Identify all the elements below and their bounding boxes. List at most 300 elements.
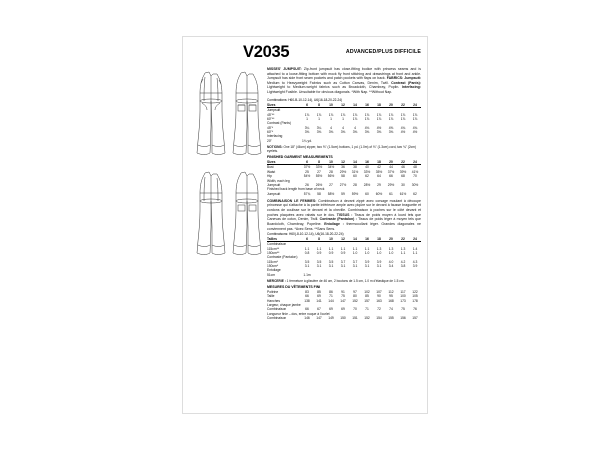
chart-value: 67: [317, 307, 321, 312]
chart-group-label: Interfacing: [267, 134, 283, 139]
chart-value: 3⅜: [364, 130, 370, 135]
mercerie-row: [267, 279, 421, 283]
chart-value: 1⅞: [376, 112, 382, 117]
chart-group-label: Jumpsuit: [267, 108, 281, 113]
chart-value: 1⅞: [388, 112, 394, 117]
chart-size-label: Tailles: [267, 237, 301, 242]
chart-value: 28: [353, 182, 357, 187]
chart-value: 59½: [351, 191, 359, 196]
chart-value: [373, 273, 385, 277]
chart-value: 58: [341, 174, 345, 179]
chart-value: 1: [306, 116, 308, 121]
fr-combination-label: COMBINAISON LE FEMMES:: [267, 198, 317, 203]
chart-value: 27: [329, 182, 333, 187]
chart-group-label: Width, each leg: [267, 178, 290, 183]
chart-value: 1.1m: [303, 272, 311, 277]
chart-value: 68: [401, 174, 405, 179]
chart-value: 105: [412, 294, 418, 299]
chart-value: 29½: [387, 182, 395, 187]
chart-value: 1⅞: [400, 112, 406, 117]
chart-value: 1⅞: [376, 116, 382, 121]
chart-value: 41½: [411, 169, 419, 174]
chart-row-label: Jumpsuit: [267, 191, 281, 196]
chart-value: 3.9: [412, 264, 418, 269]
chart-size-header: 16: [361, 237, 373, 242]
chart-value: 69: [317, 294, 321, 299]
chart-value: [397, 139, 409, 143]
chart-value: [409, 139, 421, 143]
chart-size-header: 12: [337, 160, 349, 165]
chart-group-label: Entoilage: [267, 268, 281, 273]
chart-value: 144: [328, 298, 334, 303]
yardage-chart-en: [267, 103, 421, 143]
chart-value: 1.0: [376, 250, 382, 255]
chart-value: 44: [389, 165, 393, 170]
chart-value: [313, 139, 325, 143]
chart-value: [385, 139, 397, 143]
contrast-label: Contrast (Pants):: [391, 80, 421, 85]
mercerie-text: 1 fermeture à glissière de 46 cm, 2 boutons de 1.5 cm, 1.0 m d'élastique de 1.5 cm.: [286, 278, 405, 283]
fr-contraste-label: Contraste (Pantalon) :: [319, 217, 357, 222]
page-title: V2035: [243, 43, 290, 61]
chart-value: 4½: [376, 125, 382, 130]
chart-value: 58½: [327, 191, 335, 196]
chart-group-label: Contraste (Pantalon): [267, 255, 298, 260]
description-column: [267, 67, 421, 320]
chart-value: 3⅜: [376, 130, 382, 135]
interfacing-label: Interfacing:: [401, 85, 421, 90]
chart-value: 35½: [375, 169, 383, 174]
chart-value: 58: [317, 191, 321, 196]
contrast-text: Lightweight to Medium-weight fabrics such as Broadcloth, Chambray, Poplin.: [267, 85, 400, 90]
chart-row-label: Combinaison: [267, 307, 287, 312]
chart-value: 38: [353, 165, 357, 170]
chart-value: 66: [389, 174, 393, 179]
chart-value: 83: [305, 289, 309, 294]
chart-value: 74: [389, 307, 393, 312]
chart-row-label: 45"**: [267, 112, 275, 117]
chart-value: 75: [401, 307, 405, 312]
header: [191, 43, 421, 69]
chart-value: 34½: [327, 165, 335, 170]
chart-value: 57¾: [303, 191, 311, 196]
chart-value: 1.1: [340, 246, 346, 251]
chart-value: 3.8: [400, 264, 406, 269]
nap-note: *With Nap. **Without Nap.: [351, 90, 393, 95]
chart-row-label: Jumpsuit: [267, 182, 281, 187]
chart-value: [325, 139, 337, 143]
pattern-envelope-back: [182, 36, 428, 414]
chart-value: 4.2: [400, 259, 406, 264]
chart-value: 4⅛: [364, 125, 370, 130]
chart-size-header: 20: [385, 237, 397, 242]
chart-value: 155: [388, 316, 394, 321]
chart-value: 1⅞: [352, 116, 358, 121]
mesures-fr-title: MESURES DU VÊTEMENTS FINI: [267, 285, 321, 290]
chart-value: 1⅞: [400, 116, 406, 121]
chart-value: 107: [376, 289, 382, 294]
chart-value: [409, 273, 421, 277]
chart-size-header: 6: [301, 103, 313, 108]
chart-value: 31½: [351, 169, 359, 174]
chart-value: 152: [364, 316, 370, 321]
chart-value: 28: [329, 169, 333, 174]
chart-value: 64: [377, 174, 381, 179]
yardage-chart-fr: [267, 237, 421, 277]
chart-group-label: Combinaison: [267, 242, 287, 247]
chart-value: 4¾: [400, 125, 406, 130]
chart-value: 1.1: [328, 246, 334, 251]
chart-value: 150: [340, 316, 346, 321]
chart-value: 54½: [303, 174, 311, 179]
chart-value: [349, 139, 361, 143]
chart-value: 3.1: [364, 264, 370, 269]
chart-value: 3⅜: [316, 130, 322, 135]
chart-row-label: Waist: [267, 169, 276, 174]
mesures-fr-chart: [267, 290, 421, 321]
chart-row-label: 150cm*: [267, 264, 279, 269]
chart-value: [313, 273, 325, 277]
chart-value: 147: [340, 298, 346, 303]
chart-value: 71: [365, 307, 369, 312]
chart-value: 102: [364, 289, 370, 294]
chart-value: 3.1: [328, 264, 334, 269]
chart-row-label: 60"*: [267, 130, 274, 135]
finished-measurements-chart: [267, 160, 421, 196]
chart-value: 75: [341, 294, 345, 299]
chart-value: 56½: [327, 174, 335, 179]
chart-size-header: 6: [301, 237, 313, 242]
jumpsuit-contrast-view-illustration: [191, 167, 263, 259]
chart-row-label: Poitrine: [267, 289, 279, 294]
chart-value: 4⅝: [388, 125, 394, 130]
chart-value: 3⅜: [328, 130, 334, 135]
chart-size-header: 8: [313, 160, 325, 165]
chart-value: 157: [412, 316, 418, 321]
chart-row-label: Bust: [267, 165, 274, 170]
french-description: [267, 199, 421, 231]
notions-label: NOTIONS:: [267, 145, 283, 150]
chart-size-header: 18: [373, 237, 385, 242]
chart-value: 3.1: [304, 264, 310, 269]
chart-value: [361, 273, 373, 277]
chart-value: 55½: [315, 174, 323, 179]
chart-size-header: 10: [325, 237, 337, 242]
chart-size-header: 14: [349, 160, 361, 165]
chart-value: 146: [304, 316, 310, 321]
difficulty-label: ADVANCED/PLUS DIFFICILE: [345, 49, 421, 55]
fr-combination-text: Combinaison à devant zippé avec corsage moulant à découpe princesse qui s'attache à la partie inférieure ample avec piqûre sur le devant à fausse braguette et cordons de coulisse sur le devant et la cheville. Combinaison à poches sur le côté devant et poches plaquées avec rabats sur le dos.: [267, 198, 421, 217]
notions-row: [267, 145, 421, 153]
chart-size-header: 10: [325, 103, 337, 108]
chart-value: 1.0: [364, 250, 370, 255]
chart-value: 3¼: [316, 125, 322, 130]
interfacing-text: Lightweight Fusible. Unsuitable for obvious diagonals.: [267, 90, 351, 95]
chart-value: 69: [329, 307, 333, 312]
jumpsuit-front-view-illustration: [191, 67, 263, 159]
chart-value: 149: [328, 316, 334, 321]
chart-value: 95: [389, 294, 393, 299]
chart-value: 1¼ yd.: [302, 138, 312, 143]
chart-size-header: 16: [361, 160, 373, 165]
chart-value: [361, 139, 373, 143]
chart-value: 90: [377, 294, 381, 299]
chart-size-header: 18: [373, 103, 385, 108]
chart-value: 1⅞: [352, 112, 358, 117]
chart-value: 4: [342, 125, 344, 130]
chart-value: 3.9: [364, 259, 370, 264]
chart-group-label: Longueur finie – dos, entre nuque à l'ourlet: [267, 311, 330, 316]
chart-value: 28½: [363, 182, 371, 187]
chart-value: 3.9: [376, 259, 382, 264]
technical-drawings: [191, 67, 263, 267]
chart-value: 71: [329, 294, 333, 299]
chart-value: 147: [316, 316, 322, 321]
chart-value: 0.9: [316, 250, 322, 255]
chart-size-header: 16: [361, 103, 373, 108]
chart-value: 80: [353, 294, 357, 299]
chart-value: 3.5: [316, 259, 322, 264]
chart-value: 37½: [387, 169, 395, 174]
chart-value: 27½: [339, 182, 347, 187]
fr-entoilage-label: Entoilage :: [324, 221, 344, 226]
chart-value: 3.5: [304, 259, 310, 264]
chart-value: 3.1: [340, 264, 346, 269]
combinations-note-fr: Combinaisons: H60(-8-10-12-14), U6(16-18-20-22-24): [267, 231, 344, 236]
chart-value: 4.0: [388, 259, 394, 264]
chart-value: 0.9: [340, 250, 346, 255]
chart-value: 69: [341, 307, 345, 312]
chart-value: 3⅜: [340, 130, 346, 135]
chart-value: 1.1: [412, 250, 418, 255]
chart-value: 1⅞: [316, 112, 322, 117]
chart-value: 46: [401, 165, 405, 170]
chart-value: 60: [353, 174, 357, 179]
chart-value: 1.3: [376, 246, 382, 251]
chart-value: 163: [376, 298, 382, 303]
chart-value: 61: [389, 191, 393, 196]
chart-value: 3¼: [304, 125, 310, 130]
chart-value: 39½: [399, 169, 407, 174]
chart-size-header: 14: [349, 103, 361, 108]
chart-size-header: 8: [313, 103, 325, 108]
chart-value: 70: [413, 174, 417, 179]
chart-value: 1⅞: [364, 116, 370, 121]
chart-row-label: 115cm**: [267, 246, 280, 251]
chart-value: 1⅞: [328, 112, 334, 117]
table-row: [267, 139, 421, 143]
chart-size-label: Sizes: [267, 103, 301, 108]
chart-value: 66: [305, 307, 309, 312]
chart-row-label: 45"*: [267, 125, 274, 130]
chart-value: [373, 139, 385, 143]
chart-value: 72: [377, 307, 381, 312]
chart-value: 1.3: [400, 246, 406, 251]
chart-value: 1.1: [316, 246, 322, 251]
chart-value: 3.7: [340, 259, 346, 264]
table-row: [267, 273, 421, 277]
chart-value: 4.3: [412, 259, 418, 264]
chart-value: 3.5: [328, 259, 334, 264]
chart-value: 3.4: [388, 264, 394, 269]
chart-value: 1.0: [352, 250, 358, 255]
chart-value: 1.1: [400, 250, 406, 255]
chart-value: 1: [330, 116, 332, 121]
chart-value: 152: [352, 298, 358, 303]
chart-value: 178: [412, 298, 418, 303]
chart-value: 42: [377, 165, 381, 170]
chart-value: 1⅞: [412, 112, 418, 117]
fabrics-label: FABRICS: Jumpsuit:: [386, 76, 422, 81]
chart-value: 36: [341, 165, 345, 170]
fr-tissus-label: TISSUS :: [336, 212, 353, 217]
chart-value: 27: [317, 169, 321, 174]
chart-row-label: 20": [267, 138, 272, 143]
chart-value: 3.1: [376, 264, 382, 269]
chart-value: 157: [364, 298, 370, 303]
chart-value: 40: [365, 165, 369, 170]
chart-value: 1.0: [388, 250, 394, 255]
chart-size-header: 22: [397, 237, 409, 242]
chart-size-header: 24: [409, 103, 421, 108]
fr-contraste-text: Tissus de poids léger à moyen tels que Boardcloth, Chambray, Popeline.: [267, 217, 421, 226]
chart-value: 0.8: [304, 250, 310, 255]
chart-value: 1⅞: [364, 112, 370, 117]
chart-size-header: 12: [337, 237, 349, 242]
chart-value: 76: [413, 307, 417, 312]
chart-value: 3.1: [352, 264, 358, 269]
chart-value: 1⅞: [412, 116, 418, 121]
chart-value: 3⅜: [304, 130, 310, 135]
chart-value: 59: [341, 191, 345, 196]
chart-group-label: Finished back length from base of neck: [267, 187, 325, 192]
chart-value: 60½: [375, 191, 383, 196]
chart-value: 100: [400, 294, 406, 299]
chart-value: 26: [305, 182, 309, 187]
chart-value: [325, 273, 337, 277]
chart-value: 4¾: [412, 125, 418, 130]
chart-row-label: Combinaison: [267, 316, 287, 321]
finished-measurements-title: FINISHED GARMENT MEASUREMENTS: [267, 155, 333, 160]
english-description: [267, 67, 421, 95]
chart-value: 29: [377, 182, 381, 187]
chart-size-header: 18: [373, 160, 385, 165]
chart-value: 33½: [363, 169, 371, 174]
chart-value: [397, 273, 409, 277]
chart-value: 62: [365, 174, 369, 179]
chart-value: [337, 139, 349, 143]
fr-entoilage-text: thermocollant léger. Grandes diagonales ne conviennent pas.: [267, 221, 421, 231]
chart-size-header: 24: [409, 237, 421, 242]
chart-value: 29½: [339, 169, 347, 174]
chart-size-header: 10: [325, 160, 337, 165]
chart-value: 85: [317, 289, 321, 294]
chart-row-label: Hanches: [267, 298, 281, 303]
chart-value: 61½: [399, 191, 407, 196]
chart-value: 168: [388, 298, 394, 303]
chart-row-label: 51cm: [267, 272, 276, 277]
chart-value: 1.3: [388, 246, 394, 251]
chart-value: 151: [352, 316, 358, 321]
chart-value: 4½: [412, 130, 418, 135]
chart-value: 70: [353, 307, 357, 312]
chart-value: 3⅜: [388, 130, 394, 135]
chart-value: 26½: [315, 182, 323, 187]
chart-value: 1.1: [364, 246, 370, 251]
chart-value: 173: [400, 298, 406, 303]
chart-size-header: 22: [397, 160, 409, 165]
chart-value: 25: [305, 169, 309, 174]
chart-value: 66: [305, 294, 309, 299]
chart-value: 37½: [303, 165, 311, 170]
chart-value: 4½: [400, 130, 406, 135]
chart-value: 141: [316, 298, 322, 303]
chart-value: 154: [376, 316, 382, 321]
chart-row-label: 115cm*: [267, 259, 278, 264]
table-row: [267, 316, 421, 320]
combinations-note-en: Combinations: H60-B-10-12-14), U6(16-18-20-22-24): [267, 97, 343, 102]
chart-size-header: 20: [385, 103, 397, 108]
chart-value: 1.1: [304, 246, 310, 251]
chart-value: 1.1: [352, 246, 358, 251]
chart-row-label: Taille: [267, 294, 275, 299]
chart-value: 117: [400, 289, 406, 294]
chart-value: 4: [330, 125, 332, 130]
chart-value: 1.4: [412, 246, 418, 251]
chart-size-header: 8: [313, 237, 325, 242]
chart-value: 86: [329, 289, 333, 294]
chart-size-header: 20: [385, 160, 397, 165]
chart-size-header: 14: [349, 237, 361, 242]
chart-value: 4: [354, 125, 356, 130]
chart-value: 3⅜: [352, 130, 358, 135]
chart-value: [385, 273, 397, 277]
chart-value: 138: [304, 298, 310, 303]
chart-row-label: 60"**: [267, 116, 275, 121]
chart-value: 3.1: [316, 264, 322, 269]
fr-nap-note: *Avec Sens. **Sans Sens.: [294, 226, 336, 231]
chart-size-header: 12: [337, 103, 349, 108]
chart-value: 1⅞: [388, 116, 394, 121]
description-title: MISSES' JUMPSUIT:: [267, 67, 302, 71]
chart-group-label: Largeur, chaque jambe: [267, 302, 301, 307]
chart-value: 1: [318, 116, 320, 121]
chart-value: 97: [353, 289, 357, 294]
chart-value: 30: [401, 182, 405, 187]
chart-value: 1⅞: [304, 112, 310, 117]
chart-value: 1: [342, 116, 344, 121]
description-text: Zip-front jumpsuit has close-fitting bodice with princess seams and is attached to a loose-fitting bottom with mock fly front stitching and drawstrings at front and ankle. Jumpsuit has side front seam pockets and patch pockets with flaps on back.: [267, 67, 421, 81]
chart-size-header: 24: [409, 160, 421, 165]
chart-value: 33½: [315, 165, 323, 170]
chart-value: 85: [365, 294, 369, 299]
chart-value: 1⅞: [340, 112, 346, 117]
chart-group-label: Contrast (Pants): [267, 121, 292, 126]
chart-size-label: Sizes: [267, 160, 301, 165]
table-row: [267, 191, 421, 195]
fr-tissus-text: Tissus de poids moyen à lourd tels que Canevas de coton, Denim, Twill.: [267, 212, 421, 222]
chart-size-header: 22: [397, 103, 409, 108]
chart-value: [349, 273, 361, 277]
chart-value: 112: [388, 289, 394, 294]
chart-value: 91: [341, 289, 345, 294]
chart-row-label: 150cm**: [267, 250, 280, 255]
chart-value: [337, 273, 349, 277]
chart-value: 62: [413, 191, 417, 196]
chart-value: 3.7: [352, 259, 358, 264]
notions-text: One 18" (46cm) zipper, two ⅝" (1.5cm) buttons, 1 yd. (1.0m) of ⅛" (1.3cm) cord, two ¾" (2cm) eyelets.: [267, 145, 416, 154]
chart-row-label: Hip: [267, 174, 272, 179]
